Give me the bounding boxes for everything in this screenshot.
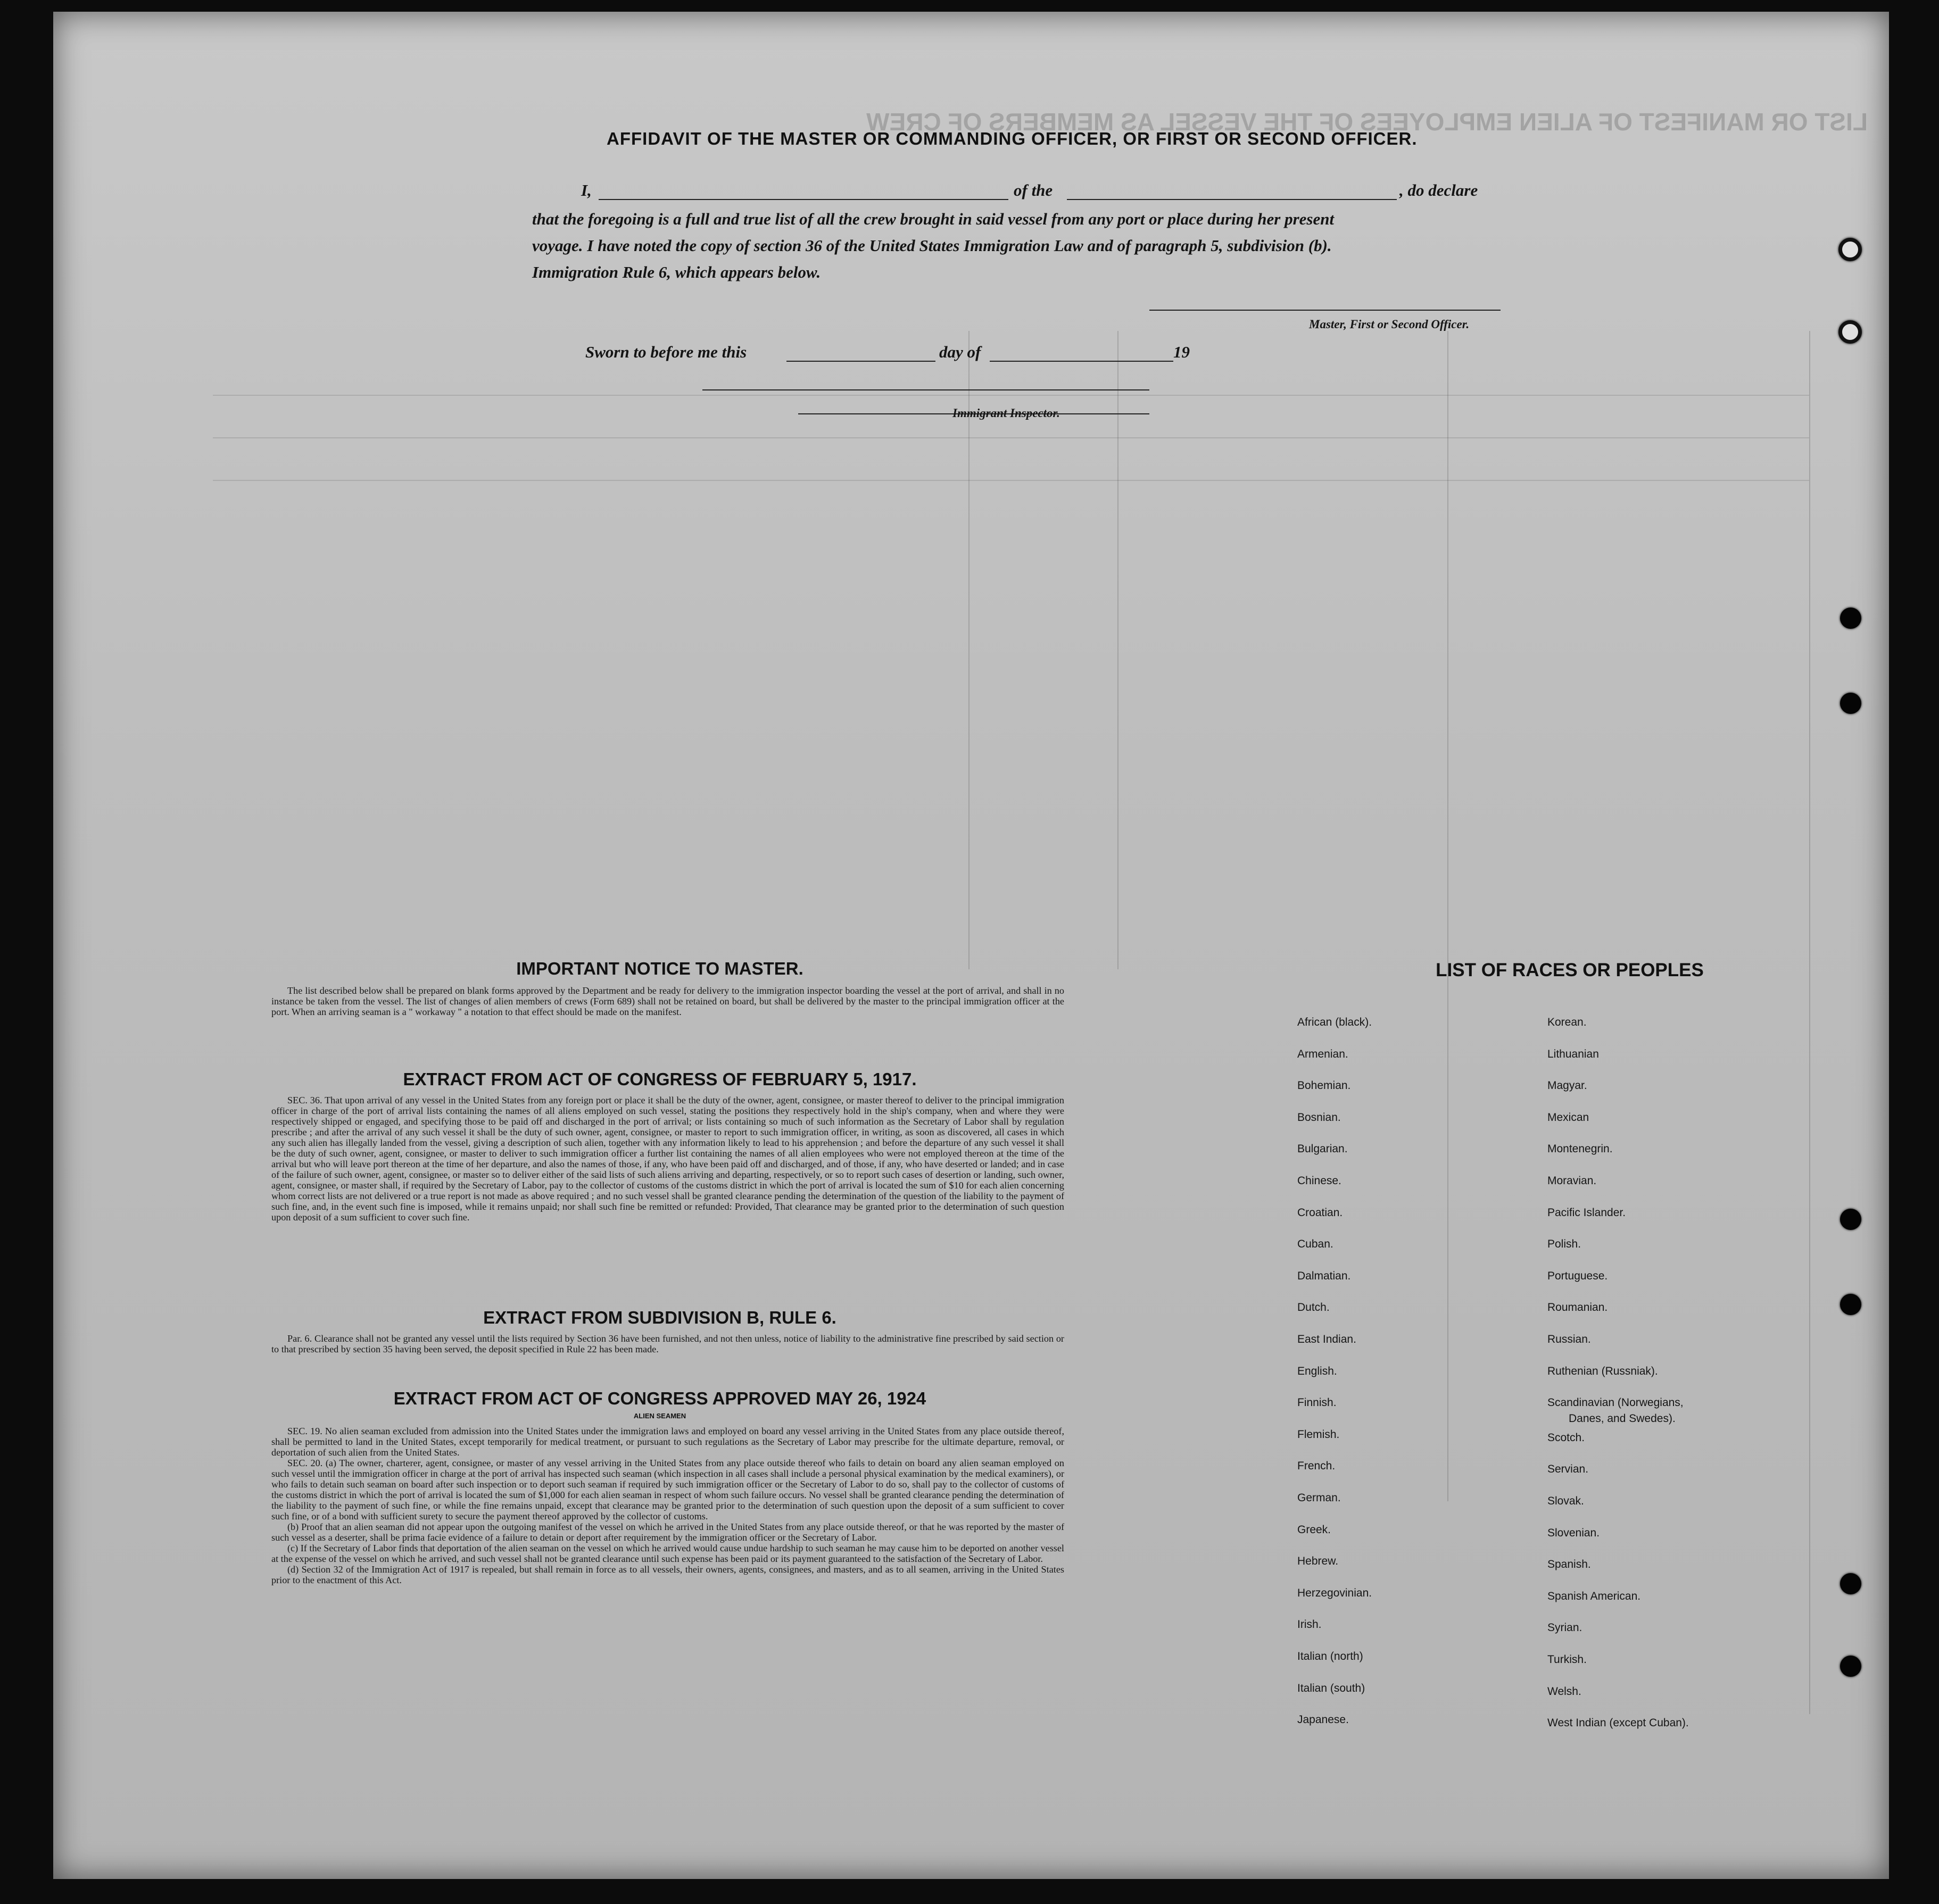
punch-hole-icon [1840,1656,1861,1677]
race-item: Russian. [1547,1333,1591,1345]
race-item: Lithuanian [1547,1047,1599,1060]
race-item: Irish. [1297,1618,1322,1631]
of-the-label: of the [1014,181,1053,199]
notice-paragraph: The list described below shall be prepared on blank forms approved by the Department and be ready for delivery to the immigration inspector boarding the vessel at the port of arrival, and shall in no instance be taken from the vessel. The list of changes of alien members of crews (Form 689) shall not be retained on board, but shall be delivered by the master to the principal immigration officer at the port. When an arriving seaman is a " workaway " a notation to that effect should be made on the manifest. [271,985,1064,1017]
sworn-label: Sworn to before me this [585,343,747,361]
punch-hole-icon [1840,1209,1861,1230]
race-item: African (black). [1297,1016,1372,1028]
master-signature-line[interactable] [1149,310,1501,311]
sec-36-paragraph: SEC. 36. That upon arrival of any vessel in the United States from any foreign port or place it shall be the duty of the owner, agent, consignee, or master thereof to deliver to the principal immigration officer in charge of the port of arrival lists containing the names of all aliens employed on such vessel, stating the positions they respectively hold in the ship's company, when and where they were respectively shipped or engaged, and specifying those to be paid off and discharged in the port of arrival; or lists containing so much of such information as the Secretary of Labor shall by regulation prescribe ; and after the arrival of any such vessel it shall be the duty of such owner, agent, consignee, or master to report to such immigration officer, in writing, as soon as discovered, all cases in which any such alien has illegally landed from the vessel, giving a description of such alien, together with any information likely to lead to his apprehension ; and before the departure of any such vessel it shall be the duty of such owner, agent, consignee, or master to deliver to such immigration officer a further list containing the names of all alien employees who were not employed thereon at the time of the arrival but who will leave port thereon at the time of her departure, and also the names of those, if any, who have been paid off and discharged, and of those, if any, who have deserted or landed; and in case of the failure of such owner, agent, consignee, or master so to deliver either of the said lists of such aliens arriving and departing, respectively, or so to report such cases of desertion or landing, such owner, agent, consignee, or master shall, if required by the Secretary of Labor, pay to the collector of customs of the customs district in which the port of arrival is located the sum of $10 for each alien concerning whom correct lists are not delivered or a true report is not made as above required ; and no such vessel shall be granted clearance pending the determination of the question of the liability to the payment of such fine, and, in the event such fine is imposed, while it remains unpaid; nor shall such fine be remitted or refunded: Provided, That clearance may be granted prior to the determination of such question upon deposit of a sum sufficient to cover such fine. [271,1095,1064,1223]
sec-20a-paragraph: SEC. 20. (a) The owner, charterer, agent, consignee, or master of any vessel arriving in the United States from any place outside thereof who fails to detain on board any alien seaman employed on such vessel until the immigration officer in charge at the port of arrival has inspected such seaman (which inspection in all cases shall include a personal physical examination by the medical examiners), or who fails to detain such seaman on board after such inspection or to deport such seaman if required by such immigration officer or the Secretary of Labor to do so, shall pay to the collector of customs of the customs district in which the port of arrival is located the sum of $1,000 for each alien seaman in respect of whom such failure occurs. No vessel shall be granted clearance pending the determination of the liability to the payment of such fine, or while the fine remains unpaid, except that clearance may be granted prior to the determination of such question upon the deposit of a sum sufficient to cover such fine, or of a bond with sufficient surety to secure the payment thereof approved by the collector of customs. [271,1458,1064,1521]
race-item: Turkish. [1547,1653,1587,1666]
race-item: Montenegrin. [1547,1143,1613,1155]
race-item: Bulgarian. [1297,1143,1348,1155]
race-item: French. [1297,1460,1336,1473]
inspector-caption: Immigrant Inspector. [952,406,1060,420]
race-item: West Indian (except Cuban). [1547,1717,1689,1730]
affidavit-line-3: voyage. I have noted the copy of section 36 of the United States Immigration Law and of paragraph 5, subdivision (b). [532,236,1332,255]
race-item: Italian (north) [1297,1650,1363,1662]
sec-19-paragraph: SEC. 19. No alien seaman excluded from admission into the United States under the immigration laws and employed on board any vessel arriving in the United States from any place outside thereof, shall be permitted to land in the United States, except temporarily for medical treatment, or pursuant to such regulations as the Secretary of Labor may prescribe for the ultimate departure, removal, or deportation of such alien from the United States. [271,1426,1064,1458]
races-title: LIST OF RACES OR PEOPLES [1436,960,1704,980]
race-item: German. [1297,1492,1341,1504]
race-item: Portuguese. [1547,1269,1608,1282]
race-item: Servian. [1547,1463,1589,1476]
subdivision-b-text [271,1333,1064,1354]
inspector-signature-line[interactable] [702,389,1149,390]
declare-label: , do declare [1399,181,1478,199]
race-item: Italian (south) [1297,1682,1365,1694]
race-item: Spanish. [1547,1558,1591,1571]
faint-column-line [1809,331,1810,1714]
faint-row-line [213,437,1809,438]
race-item: Syrian. [1547,1622,1582,1634]
faint-row-line [213,395,1809,396]
race-item: Finnish. [1297,1396,1337,1409]
race-item: Cuban. [1297,1238,1333,1251]
race-item: Herzegovinian. [1297,1586,1372,1599]
race-item: Armenian. [1297,1047,1348,1060]
faint-column-line [968,331,970,969]
race-item: Moravian. [1547,1175,1597,1187]
bleed-through-text: LIST OR MANIFEST OF ALIEN EMPLOYEES OF THE VESSEL AS MEMBERS OF CREW [866,108,1868,136]
race-item: Welsh. [1547,1685,1581,1698]
punch-hole-icon [1838,238,1862,261]
race-item: Roumanian. [1547,1301,1608,1314]
notice-title: IMPORTANT NOTICE TO MASTER. [516,959,803,978]
sec-20d-paragraph: (d) Section 32 of the Immigration Act of 1917 is repealed, but shall remain in force as to all vessels, their owners, agents, consignees, and masters, and as to all seamen, arriving in the United States prior to the enactment of this Act. [271,1564,1064,1585]
sec-20b-paragraph: (b) Proof that an alien seaman did not appear upon the outgoing manifest of the vessel on which he arrived in the United States from any place outside thereof, or that he was reported by the master of such vessel as a deserter, shall be prima facie evidence of a failure to detain or deport after requirement by the immigration officer or the Secretary of Labor. [271,1521,1064,1543]
vessel-blank[interactable] [1067,199,1397,200]
race-item: East Indian. [1297,1333,1356,1345]
faint-row-line [213,480,1809,481]
par-6-paragraph: Par. 6. Clearance shall not be granted any vessel until the lists required by Section 36 have been furnished, and not then unless, notice of liability to the administrative fine prescribed by said section or to that prescribed by section 35 having been served, the deposit specified in Rule 22 has been made. [271,1333,1064,1354]
extract-1917-text [271,1095,1064,1223]
race-item: Bosnian. [1297,1111,1341,1124]
punch-hole-icon [1838,320,1862,344]
race-item: Greek. [1297,1523,1331,1536]
day-blank[interactable] [786,361,935,362]
alien-seamen-subtitle: ALIEN SEAMEN [633,1412,686,1420]
extract-1917-title: EXTRACT FROM ACT OF CONGRESS OF FEBRUARY 5, 1917. [403,1069,917,1089]
subdivision-b-title: EXTRACT FROM SUBDIVISION B, RULE 6. [483,1308,836,1327]
affidavit-line-4: Immigration Rule 6, which appears below. [532,263,821,281]
punch-hole-icon [1840,608,1861,629]
day-of-label: day of [939,343,981,361]
faint-column-line [1117,331,1118,969]
notice-text [271,985,1064,1017]
race-item: Japanese. [1297,1714,1349,1726]
race-item: Flemish. [1297,1428,1340,1441]
punch-hole-icon [1840,1294,1861,1315]
year-label: 19 [1173,343,1190,361]
race-item: Korean. [1547,1016,1587,1028]
extract-1924-title: EXTRACT FROM ACT OF CONGRESS APPROVED MAY 26, 1924 [393,1388,926,1408]
name-blank[interactable] [599,199,1008,200]
affidavit-title: AFFIDAVIT OF THE MASTER OR COMMANDING OFFICER, OR FIRST OR SECOND OFFICER. [607,129,1418,148]
race-item: Polish. [1547,1238,1581,1251]
punch-hole-icon [1840,1573,1861,1594]
i-label: I, [581,181,592,199]
affidavit-line-2: that the foregoing is a full and true list of all the crew brought in said vessel from any port or place during her present [532,210,1335,228]
race-item: Pacific Islander. [1547,1206,1626,1219]
race-item-continuation: Danes, and Swedes). [1569,1412,1676,1425]
race-item: Slovenian. [1547,1526,1600,1539]
race-item: Ruthenian (Russniak). [1547,1365,1658,1377]
race-item: Dalmatian. [1297,1269,1351,1282]
extract-1924-text [271,1426,1064,1585]
race-item: Chinese. [1297,1175,1341,1187]
master-caption: Master, First or Second Officer. [1309,318,1470,331]
faint-column-line [1447,331,1448,1501]
race-item: Mexican [1547,1111,1589,1124]
race-item: Spanish American. [1547,1590,1641,1602]
race-item: Hebrew. [1297,1555,1339,1568]
race-item: Scandinavian (Norwegians, [1547,1396,1684,1409]
race-item: Scotch. [1547,1431,1585,1444]
punch-hole-icon [1840,693,1861,714]
sec-20c-paragraph: (c) If the Secretary of Labor finds that deportation of the alien seaman on the vessel on which he arrived would cause undue hardship to such seaman he may cause him to be deported on another vessel at the expense of the vessel on which he arrived, and such vessel shall not be granted clearance until such expense has been paid or its payment guaranteed to the satisfaction of the Secretary of Labor. [271,1543,1064,1564]
month-blank[interactable] [990,361,1173,362]
document-page [53,12,1889,1879]
race-item: Dutch. [1297,1301,1330,1314]
race-item: Bohemian. [1297,1079,1351,1092]
race-item: Slovak. [1547,1495,1584,1507]
race-item: Magyar. [1547,1079,1587,1092]
race-item: English. [1297,1365,1337,1377]
race-item: Croatian. [1297,1206,1343,1219]
